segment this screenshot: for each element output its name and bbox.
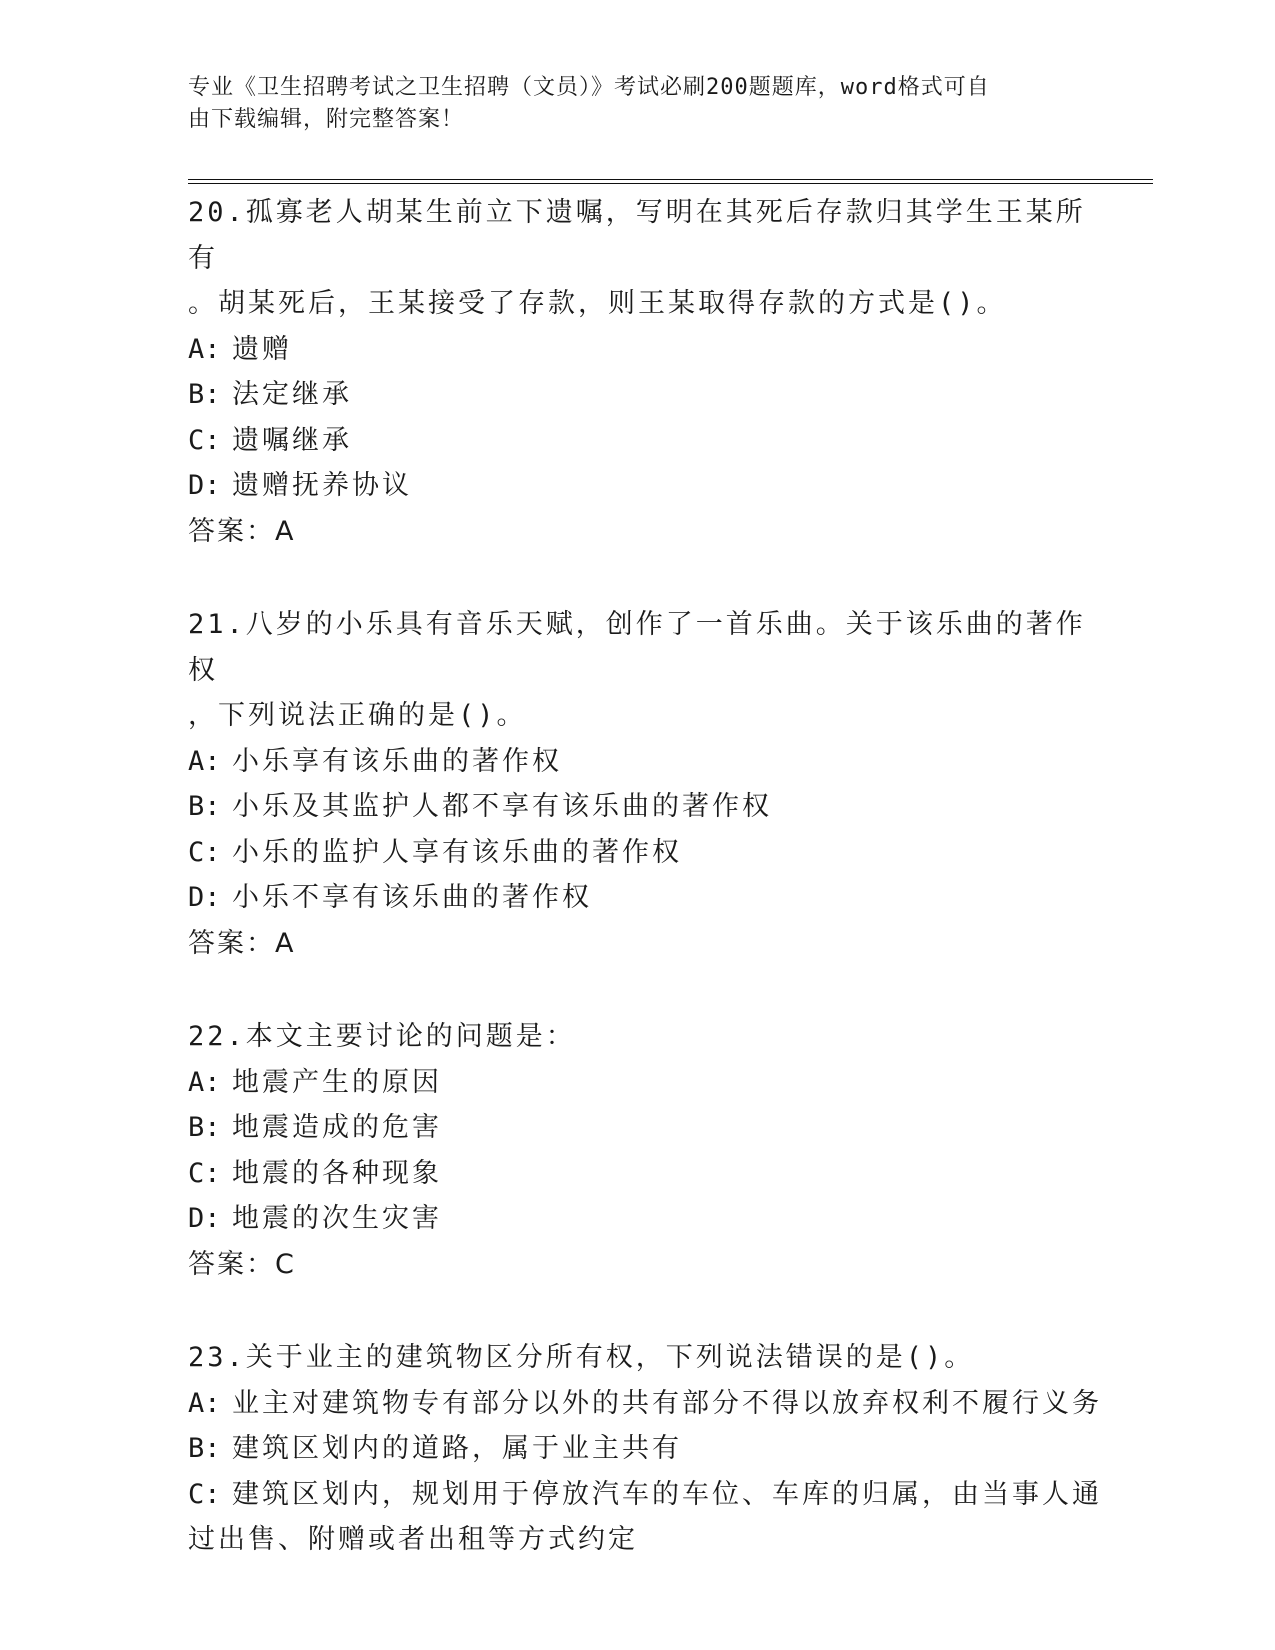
option-key: B:: [188, 1112, 221, 1143]
question-stem-line: ，下列说法正确的是()。: [188, 700, 527, 731]
header-line-1: 专业《卫生招聘考试之卫生招聘（文员）》考试必刷200题题库，word格式可自: [188, 75, 990, 100]
option-a: [188, 739, 1088, 785]
option-text: 法定继承: [232, 379, 352, 410]
question-20: [188, 190, 1088, 554]
option-text: 地震的各种现象: [232, 1157, 442, 1189]
option-text: 地震的次生灾害: [232, 1203, 442, 1234]
option-text: 业主对建筑物专有部分以外的共有部分不得以放弃权利不履行义务: [232, 1387, 1102, 1419]
option-c-continuation: 过出售、附赠或者出租等方式约定: [188, 1524, 638, 1555]
question-list: [188, 190, 1102, 1611]
option-key: B:: [188, 1433, 221, 1464]
option-key: D:: [188, 882, 221, 913]
option-text: 小乐享有该乐曲的著作权: [232, 745, 562, 777]
option-text: 建筑区划内的道路，属于业主共有: [232, 1433, 682, 1464]
option-d: [188, 875, 1088, 921]
option-text: 建筑区划内，规划用于停放汽车的车位、车库的归属，由当事人通: [232, 1478, 1102, 1510]
option-text: 小乐及其监护人都不享有该乐曲的著作权: [232, 791, 772, 822]
option-b: [188, 372, 1088, 418]
option-c: [188, 830, 1088, 876]
option-key: C:: [188, 1478, 221, 1510]
option-key: A:: [188, 333, 221, 365]
option-key: C:: [188, 836, 221, 868]
header-divider-top: [188, 179, 1153, 180]
option-text: 地震产生的原因: [232, 1066, 442, 1098]
document-header: [188, 72, 1068, 136]
option-key: A:: [188, 1066, 221, 1098]
option-key: D:: [188, 470, 221, 501]
answer-line: 答案：C: [188, 1248, 296, 1280]
option-key: D:: [188, 1203, 221, 1234]
question-stem-line: 21.八岁的小乐具有音乐天赋，创作了一首乐曲。关于该乐曲的著作权: [188, 609, 1086, 686]
option-b: [188, 1426, 1088, 1472]
option-text: 地震造成的危害: [232, 1112, 442, 1143]
option-a: [188, 1060, 1088, 1106]
option-b: [188, 784, 1088, 830]
option-key: B:: [188, 791, 221, 822]
option-key: C:: [188, 1157, 221, 1189]
option-text: 小乐的监护人享有该乐曲的著作权: [232, 836, 682, 868]
answer-line: 答案：A: [188, 927, 296, 959]
option-b: [188, 1105, 1088, 1151]
option-text: 遗赠: [232, 333, 292, 365]
option-c: [188, 418, 1088, 464]
option-a: [188, 327, 1088, 373]
question-21: [188, 602, 1088, 966]
header-line-2: 由下载编辑，附完整答案！: [188, 107, 465, 132]
question-22: [188, 1014, 1088, 1287]
option-a: [188, 1381, 1102, 1427]
question-stem-line: 23.关于业主的建筑物区分所有权，下列说法错误的是()。: [188, 1342, 975, 1373]
option-d: [188, 463, 1088, 509]
question-23: [188, 1335, 1102, 1563]
option-text: 遗赠抚养协议: [232, 470, 412, 501]
question-stem-line: 22.本文主要讨论的问题是：: [188, 1021, 576, 1052]
question-stem-line: 。胡某死后，王某接受了存款，则王某取得存款的方式是()。: [188, 288, 1007, 319]
option-key: B:: [188, 379, 221, 410]
option-key: A:: [188, 1387, 221, 1419]
option-text: 遗嘱继承: [232, 424, 352, 456]
option-key: C:: [188, 424, 221, 456]
header-divider-bottom: [188, 183, 1153, 184]
option-text: 小乐不享有该乐曲的著作权: [232, 882, 592, 913]
question-stem-line: 20.孤寡老人胡某生前立下遗嘱，写明在其死后存款归其学生王某所有: [188, 197, 1086, 274]
answer-line: 答案：A: [188, 515, 296, 547]
option-key: A:: [188, 745, 221, 777]
option-c: [188, 1151, 1088, 1197]
option-c: [188, 1472, 1102, 1518]
option-d: [188, 1196, 1088, 1242]
